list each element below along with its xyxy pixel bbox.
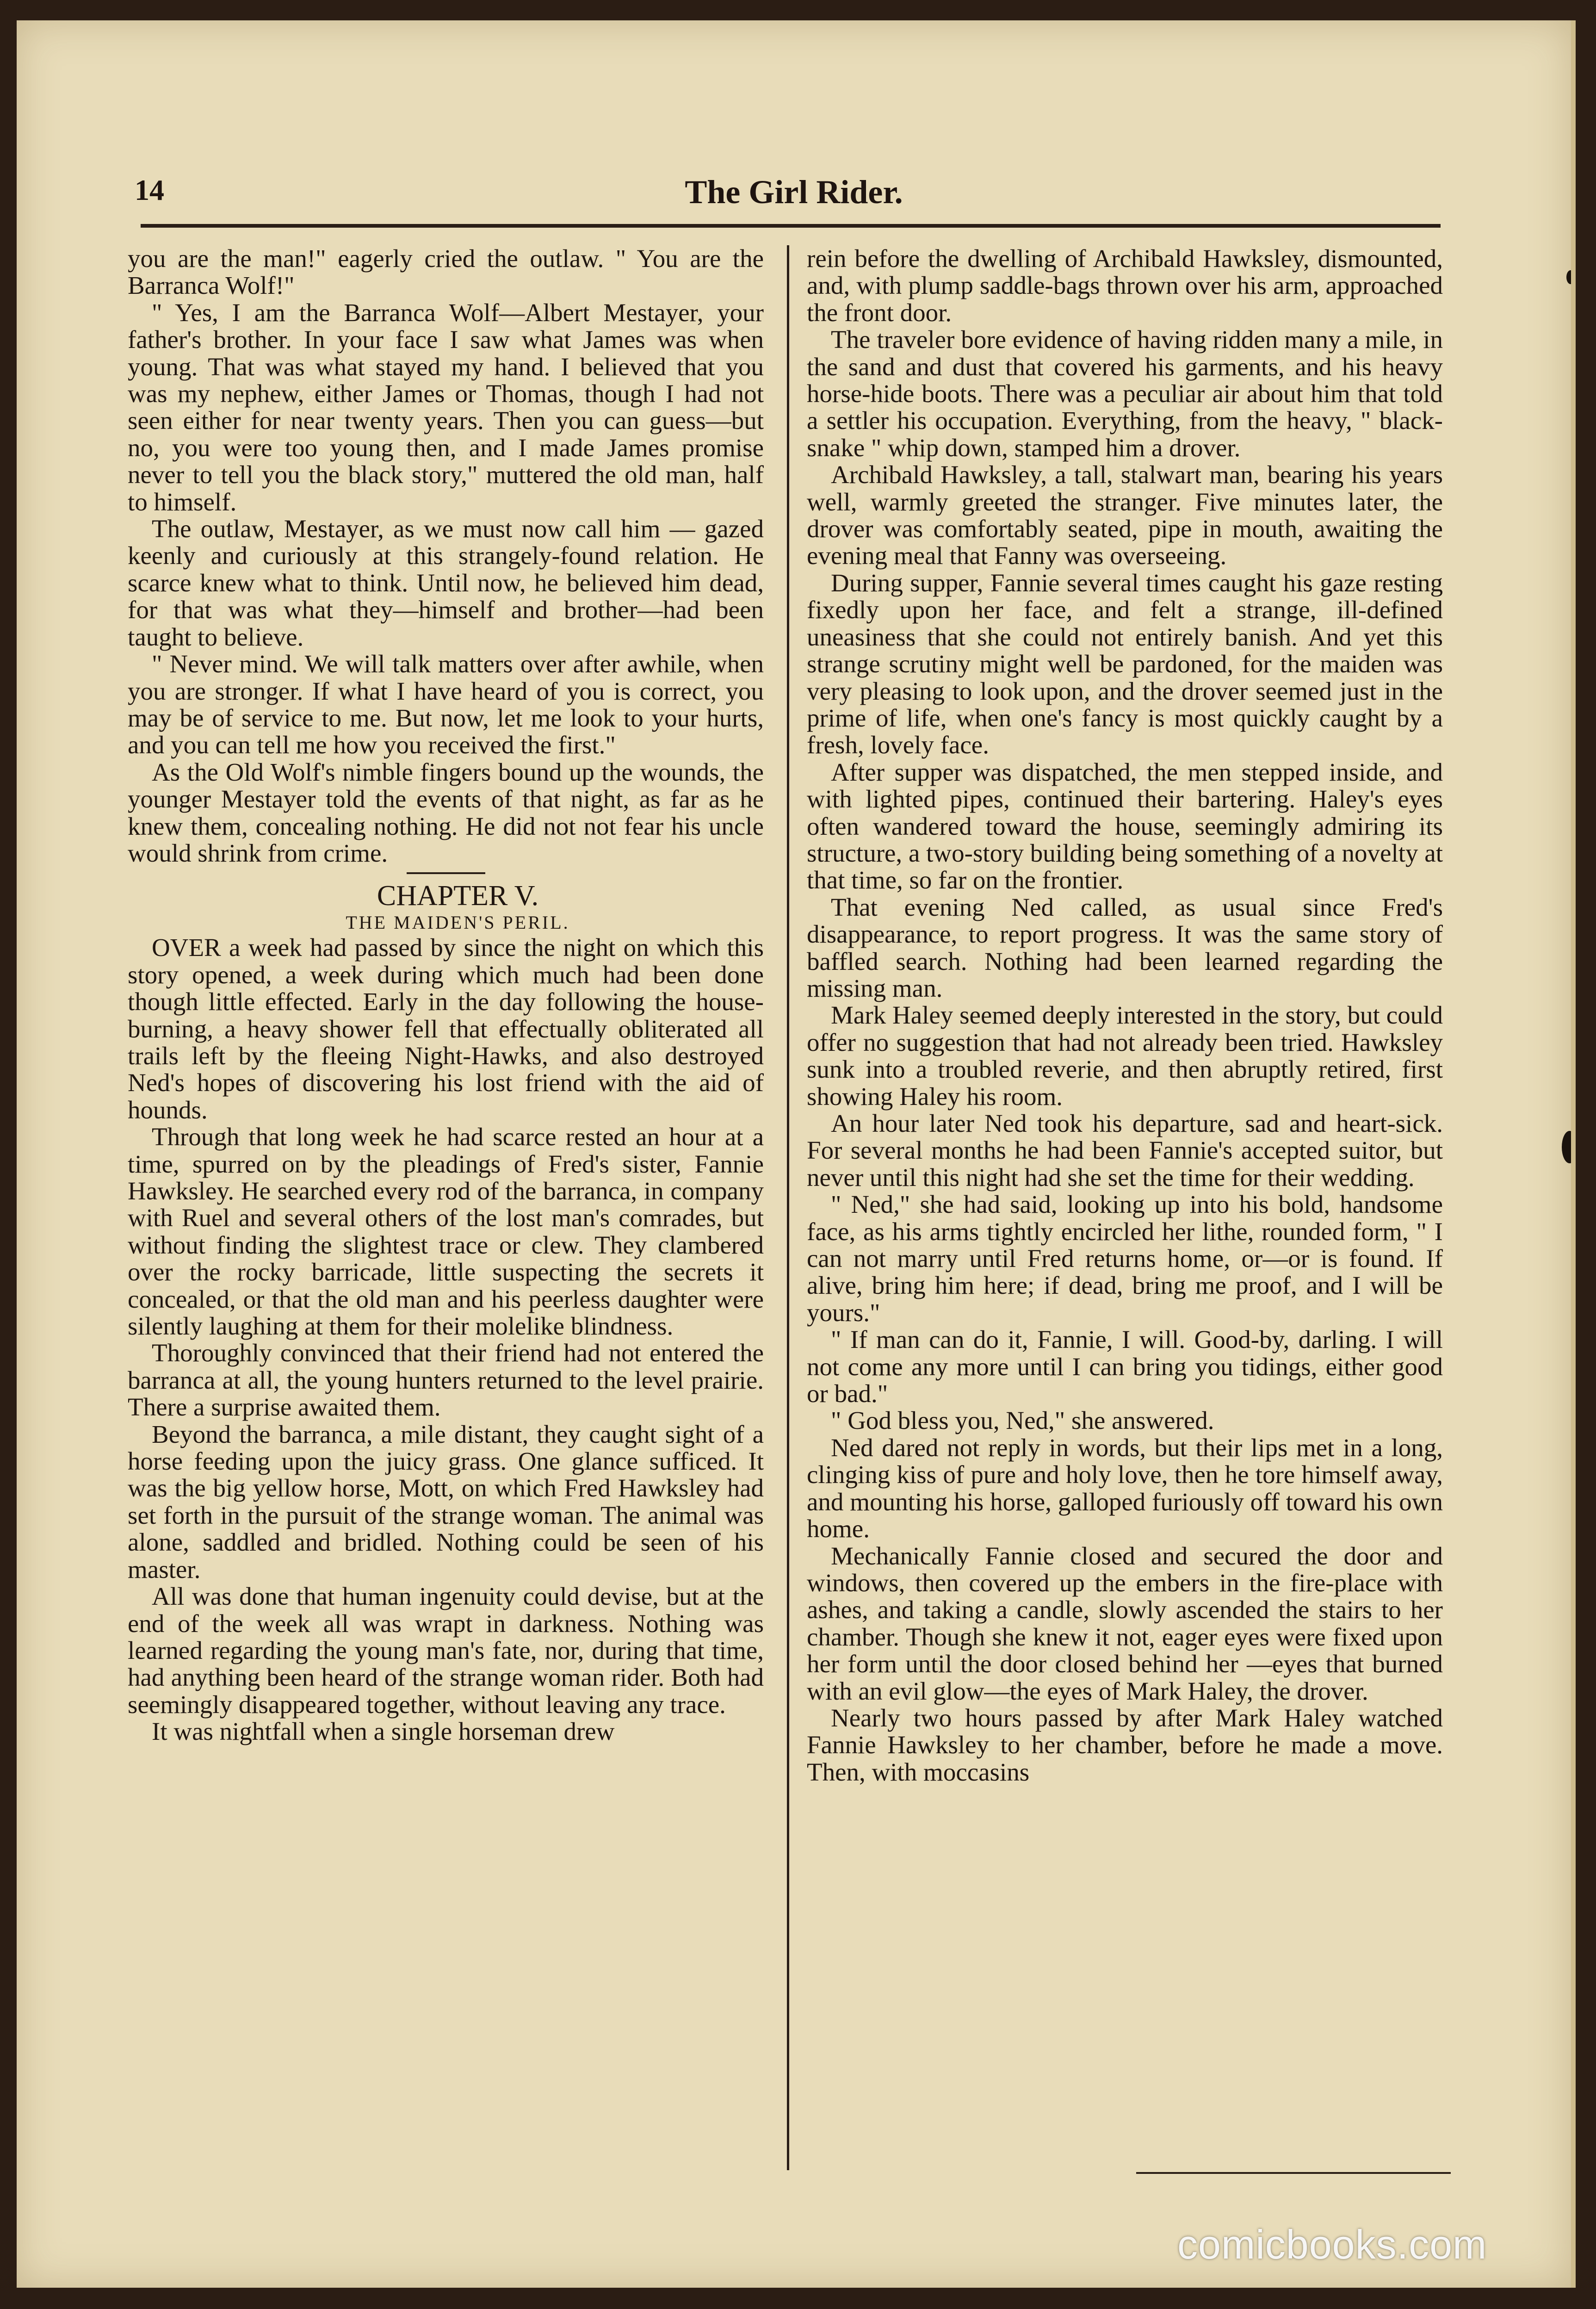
paragraph: " God bless you, Ned," she answered. [831,1406,1214,1435]
chapter-title: CHAPTER V. [377,880,539,912]
page [17,20,1576,2288]
right-column [807,245,1443,1786]
paragraph: you are the man!" eagerly cried the outlaw. " You are the Barranca Wolf!" [128,244,764,300]
section-divider [407,872,485,874]
paragraph: " Never mind. We will talk matters over after awhile, when you are stronger. If what I have heard of you is correct, you may be of service to me. But now, let me look to your hurts, and you can tell me how you received the first." [128,650,764,759]
ink-blot [1566,270,1575,284]
chapter-subtitle: THE MAIDEN'S PERIL. [346,912,570,933]
header-rule [141,224,1441,228]
paragraph: Through that long week he had scarce rested an hour at a time, spurred on by the pleadings of Fred's sister, Fannie Hawksley. He searched every rod of the barranca, in company with Ruel and several others of the lost man's comrades, but without finding the slightest trace or clew. They clambered over the rocky barricade, little suspecting the secrets it concealed, or that the old man and his peerless daughter were silently laughing at them for their molelike blindness. [128,1123,764,1341]
paragraph: As the Old Wolf's nimble fingers bound up the wounds, the younger Mestayer told the events of that night, as far as he knew them, concealing nothing. He did not not fear his uncle would shrink from crime. [128,757,764,867]
paragraph: During supper, Fannie several times caught his gaze resting fixedly upon her face, and felt a strange, ill-defined uneasiness that she could not entirely banish. And yet this strange scrutiny might well be pardoned, for the maiden was very pleasing to look upon, and the drover seemed just in the prime of life, when one's fancy is most quickly caught by a fresh, lovely face. [807,568,1443,759]
paragraph: All was done that human ingenuity could devise, but at the end of the week all was wrapt in darkness. Nothing was learned regarding the young man's fate, nor, during that time, had anything been heard of the strange woman rider. Both had seemingly disappeared together, without leaving any trace. [128,1582,764,1719]
paragraph: The traveler bore evidence of having ridden many a mile, in the sand and dust that covered his garments, and his heavy horse-hide boots. There was a peculiar air about him that told a settler his occupation. Everything, from the heavy, " black-snake " whip down, stamped him a drover. [807,325,1443,462]
paragraph: Mark Haley seemed deeply interested in the story, but could offer no suggestion that had not already been tried. Hawksley sunk into a troubled reverie, and then abruptly retired, first showing Haley his room. [807,1001,1443,1111]
page-number: 14 [135,174,164,206]
ink-blot [1562,1131,1576,1163]
paragraph: " Yes, I am the Barranca Wolf—Albert Mestayer, your father's brother. In your face I saw what James was when young. That was what stayed my hand. I believed that you was my nephew, either James or Thomas, though I had not seen either for near twenty years. Then you can guess—but no, you were too young then, and I made James promise never to tell you the black story," muttered the old man, half to himself. [128,298,764,516]
running-title: The Girl Rider. [685,174,903,211]
paragraph: " Ned," she had said, looking up into his bold, handsome face, as his arms tightly encircled her lithe, rounded form, " I can not marry until Fred returns home, or—or is found. If alive, bring him here; if dead, bring me proof, and I will be yours." [807,1190,1443,1327]
paragraph: rein before the dwelling of Archibald Hawksley, dismounted, and, with plump saddle-bags thrown over his arm, approached the front door. [807,244,1443,327]
paragraph: Ned dared not reply in words, but their lips met in a long, clinging kiss of pure and holy love, then he tore himself away, and mounting his horse, galloped furiously off toward his own home. [807,1433,1443,1543]
paragraph: " If man can do it, Fannie, I will. Good-by, darling. I will not come any more until I can bring you tidings, either good or bad." [807,1325,1443,1408]
column-rule [787,245,789,2170]
paragraph: That evening Ned called, as usual since Fred's disappearance, to report progress. It was the same story of baffled search. Nothing had been learned regarding the missing man. [807,893,1443,1002]
left-column [128,245,764,1745]
paragraph: Beyond the barranca, a mile distant, they caught sight of a horse feeding upon the juicy grass. One glance sufficed. It was the big yellow horse, Mott, on which Fred Hawksley had set forth in the pursuit of the strange woman. The animal was alone, saddled and bridled. Nothing could be seen of his master. [128,1420,764,1583]
paragraph: Nearly two hours passed by after Mark Haley watched Fannie Hawksley to her chamber, before he made a move. Then, with moccasins [807,1703,1443,1786]
paragraph: After supper was dispatched, the men stepped inside, and with lighted pipes, continued their bartering. Haley's eyes often wandered toward the house, seemingly admiring its structure, a two-story building being something of a novelty at that time, so far on the frontier. [807,757,1443,894]
paragraph: An hour later Ned took his departure, sad and heart-sick. For several months he had been Fannie's accepted suitor, but never until this night had she set the time for their wedding. [807,1109,1443,1192]
paragraph: Mechanically Fannie closed and secured the door and windows, then covered up the embers in the fire-place with ashes, and taking a candle, slowly ascended the stairs to her chamber. Though she knew it not, eager eyes were fixed upon her form until the door closed behind her —eyes that burned with an evil glow—the eyes of Mark Haley, the drover. [807,1541,1443,1705]
watermark: comicbooks.com [1177,2222,1487,2267]
paragraph: It was nightfall when a single horseman drew [152,1717,615,1746]
paragraph: The outlaw, Mestayer, as we must now call him — gazed keenly and curiously at this strangely-found relation. He scarce knew what to think. Until now, he believed him dead, for that was what they—himself and brother—had been taught to believe. [128,515,764,651]
paragraph: OVER a week had passed by since the night on which this story opened, a week during which much had been done though little effected. Early in the day following the house-burning, a heavy shower fell that effectually obliterated all trails left by the fleeing Night-Hawks, and also destroyed Ned's hopes of discovering his lost friend with the aid of hounds. [128,933,764,1124]
paragraph: Archibald Hawksley, a tall, stalwart man, bearing his years well, warmly greeted the stranger. Five minutes later, the drover was comfortably seated, pipe in mouth, awaiting the evening meal that Fanny was overseeing. [807,460,1443,570]
paragraph: Thoroughly convinced that their friend had not entered the barranca at all, the young hunters returned to the level prairie. There a surprise awaited them. [128,1339,764,1421]
catchword-rule [1136,2172,1451,2174]
